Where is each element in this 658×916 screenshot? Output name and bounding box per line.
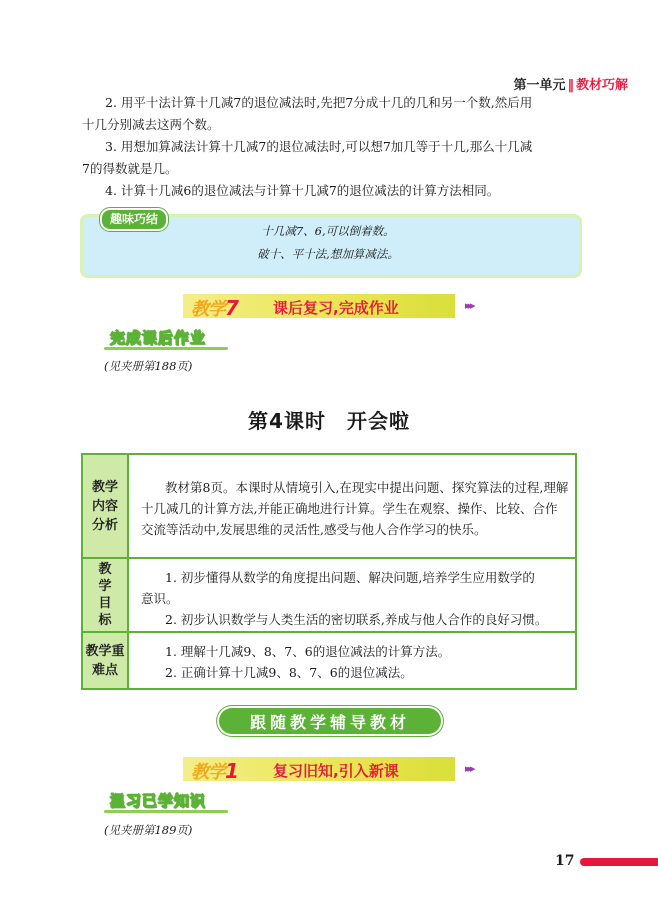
paragraph-4: 4. 计算十几减6的退位减法与计算十几减7的退位减法的计算方法相同。	[105, 183, 500, 198]
header-title: 教材巧解	[575, 78, 628, 93]
page-number: 17	[555, 853, 575, 869]
lesson-title: 第4课时 开会啦	[248, 409, 410, 433]
row-label-content-analysis: 教学内容分析	[83, 455, 129, 557]
running-header	[513, 74, 628, 93]
section-title: 跟随教学辅导教材	[219, 708, 441, 734]
row-divider	[83, 631, 575, 633]
step-1-label: 复习旧知,引入新课	[273, 762, 399, 780]
row-divider	[83, 557, 575, 559]
homework-subtitle: 完成课后作业	[110, 329, 207, 347]
step-1-banner	[183, 757, 483, 781]
review-reference: (见夹册第189页)	[104, 823, 193, 837]
lesson-plan-table	[81, 453, 577, 690]
row-label-teaching-goals: 教学目标	[83, 559, 129, 631]
arrows-icon: ▸▸▸	[465, 299, 473, 312]
step-7-banner	[183, 294, 483, 318]
step-word: 教学7	[191, 296, 238, 320]
paragraph-3: 3. 用想加算减法计算十几减7的退位减法时,可以想7加几等于十几,那么十几减	[105, 139, 533, 154]
key-point-2: 2. 正确计算十几减9、8、7、6的退位减法。	[165, 665, 413, 680]
unit-label: 第一单元	[513, 78, 566, 93]
key-points-text	[141, 641, 569, 683]
step-7-label: 课后复习,完成作业	[273, 299, 399, 317]
header-separator: ‖	[567, 78, 574, 93]
key-point-1: 1. 理解十几减9、8、7、6的退位减法的计算方法。	[165, 644, 451, 659]
step-word: 教学1	[191, 759, 238, 783]
homework-reference: (见夹册第188页)	[104, 359, 193, 373]
fun-summary-line-2: 破十、平十法,想加算减法。	[257, 247, 399, 261]
page-number-bar	[580, 858, 658, 866]
review-subtitle: 温习已学知识	[110, 792, 207, 810]
paragraph-3-cont: 7的得数就是几。	[82, 161, 178, 176]
content-analysis-text: 教材第8页。本课时从情境引入,在现实中提出问题、探究算法的过程,理解十几减几的计算方法,并能正确地进行计算。学生在观察、操作、比较、合作交流等活动中,发展思维的灵活性,感受与他人合作学习的快乐。	[141, 480, 569, 537]
teaching-goal-1: 1. 初步懂得从数学的角度提出问题、解决问题,培养学生应用数学的 意识。 2. 初步认识数学与人类生活的密切联系,养成与他人合作的良好习惯。	[141, 570, 548, 627]
subtitle-underline	[104, 810, 228, 813]
fun-summary-line-1: 十几减7、6,可以倒着数。	[261, 224, 395, 238]
row-label-key-points: 教学重难点	[83, 633, 129, 688]
arrows-icon: ▸▸▸	[465, 762, 473, 775]
paragraph-2-cont: 十几分别减去这两个数。	[82, 117, 220, 132]
paragraph-2: 2. 用平十法计算十几减7的退位减法时,先把7分成十几的几和另一个数,然后用	[105, 95, 533, 110]
subtitle-underline	[104, 347, 228, 350]
fun-summary-badge: 趣味巧结	[100, 208, 168, 231]
